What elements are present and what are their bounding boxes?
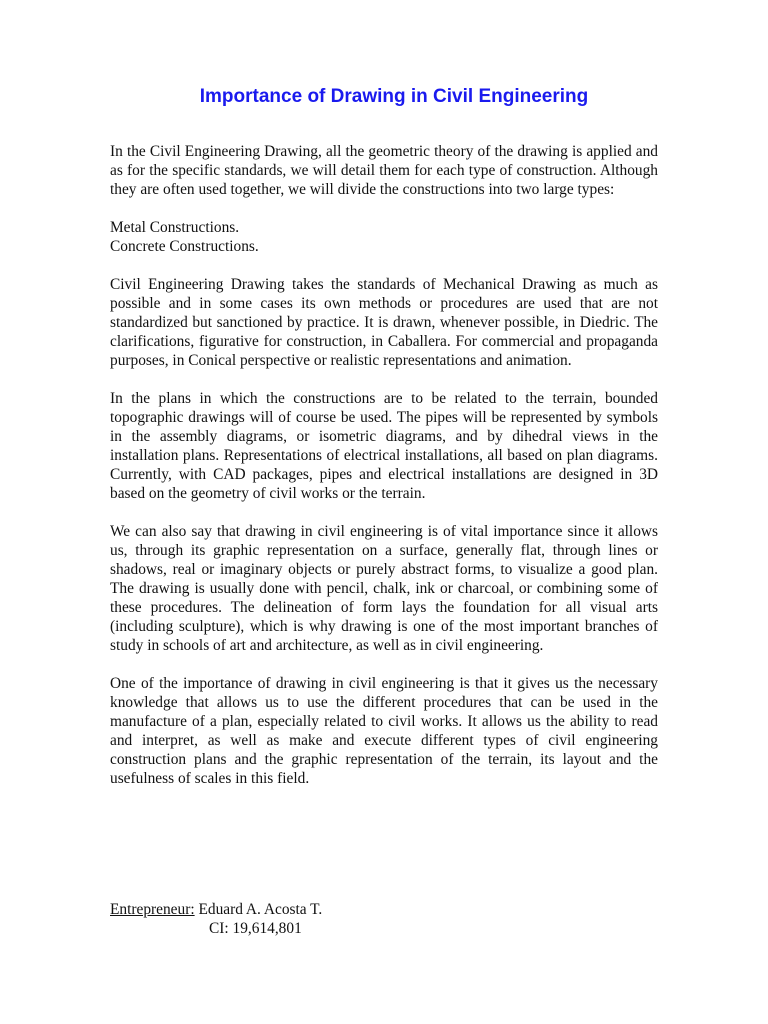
paragraph-intro: In the Civil Engineering Drawing, all the geometric theory of the drawing is applied and as for the specific standards, we will detail them for each type of construction. Although they are often used together, we will divide the constructions into two large types: [110,143,658,198]
list-item: Concrete Constructions. [110,238,259,255]
paragraph-standards: Civil Engineering Drawing takes the standards of Mechanical Drawing as much as possible and in some cases its own methods or procedures are used that are not standardized but sanctioned by practice. It is drawn, whenever possible, in Diedric. The clarifications, figurative for construction, in Caballera. For commercial and propaganda purposes, in Conical perspective or realistic representations and animation. [110,276,658,369]
paragraph-knowledge: One of the importance of drawing in civil engineering is that it gives us the necessary knowledge that allows us to use the different procedures that can be used in the manufacture of a plan, especially related to civil works. It allows us the ability to read and interpret, as well as make and execute different types of civil engineering construction plans and the graphic representation of the terrain, its layout and the usefulness of scales in this field. [110,675,658,787]
paragraph-plans: In the plans in which the constructions are to be related to the terrain, bounded topographic drawings will of course be used. The pipes will be represented by symbols in the assembly diagrams, or isometric diagrams, and by dihedral views in the installation plans. Representations of electrical installations, all based on plan diagrams. Currently, with CAD packages, pipes and electrical installations are designed in 3D based on the geometry of civil works or the terrain. [110,390,658,502]
signature-ci: CI: 19,614,801 [209,920,302,937]
list-item: Metal Constructions. [110,219,240,236]
signature-label: Entrepreneur: [110,901,195,918]
document-body [110,142,658,807]
signature-name: Eduard A. Acosta T. [198,901,323,918]
paragraph-vital-importance: We can also say that drawing in civil engineering is of vital importance since it allows us, through its graphic representation on a surface, generally flat, through lines or shadows, real or imaginary objects or purely abstract forms, to visualize a good plan. The drawing is usually done with pencil, chalk, ink or charcoal, or combining some of these procedures. The delineation of form lays the foundation for all visual arts (including sculpture), which is why drawing is one of the most important branches of study in schools of art and architecture, as well as in civil engineering. [110,523,658,654]
document-title: Importance of Drawing in Civil Engineering [199,86,589,107]
construction-types-list [110,218,658,256]
signature-block [110,900,322,938]
